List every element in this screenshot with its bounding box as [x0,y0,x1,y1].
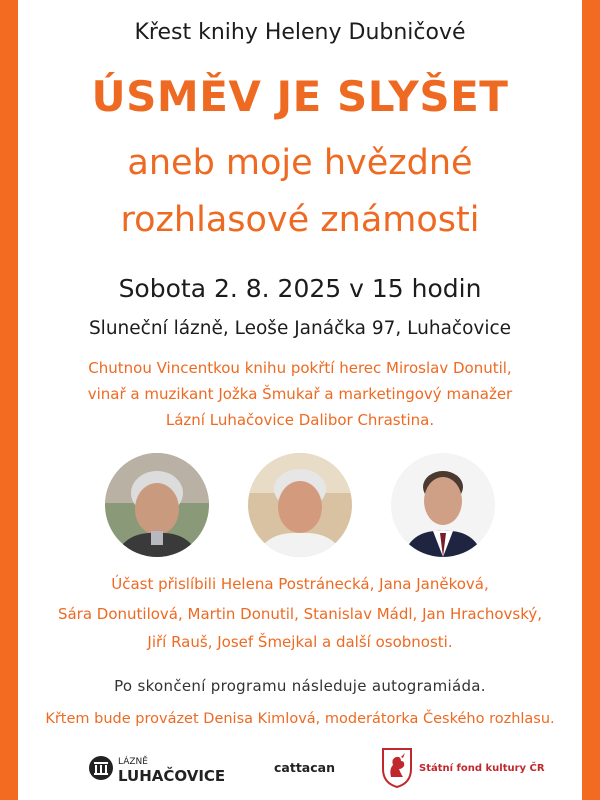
colonnade-icon [88,755,114,781]
event-date: Sobota 2. 8. 2025 v 15 hodin [118,274,482,303]
guests-line: Účast přislíbili Helena Postránecká, Jana Janěková, [111,575,489,593]
portrait-photo [105,453,209,557]
luhacovice-label: LUHAČOVICE [118,767,226,785]
moderator-note: Křtem bude provázet Denisa Kimlová, moderátorka Českého rozhlasu. [45,711,555,727]
guests-line: Sára Donutilová, Martin Donutil, Stanislav Mádl, Jan Hrachovský, [57,605,543,623]
description-line: vinař a muzikant Jožka Šmukař a marketingový manažer [87,385,513,403]
description-line: Lázní Luhačovice Dalibor Chrastina. [165,411,435,429]
portrait-photo [248,453,352,557]
guests-line: Jiří Rauš, Josef Šmejkal a další osobnosti. [147,633,453,651]
event-location: Sluneční lázně, Leoše Janáčka 97, Luhačovice [88,318,512,339]
poster [18,0,582,800]
portrait-photo [391,453,495,557]
book-subtitle-line-2: rozhlasové známosti [120,200,480,240]
fond-label: Státní fond kultury ČR [419,763,545,774]
sponsor-logos [18,745,582,795]
book-title: ÚSMĚV JE SLYŠET [91,72,509,121]
description-line: Chutnou Vincentkou knihu pokřtí herec Miroslav Donutil, [88,359,512,377]
cattacan-logo: cattacan [274,760,335,775]
event-subtitle: Křest knihy Heleny Dubničové [134,20,466,45]
autograph-note: Po skončení programu následuje autogramiáda. [114,677,486,695]
lazne-label: LÁZNĚ [118,757,148,767]
book-subtitle-line-1: aneb moje hvězdné [127,143,473,183]
czech-lion-shield-icon [381,747,413,789]
